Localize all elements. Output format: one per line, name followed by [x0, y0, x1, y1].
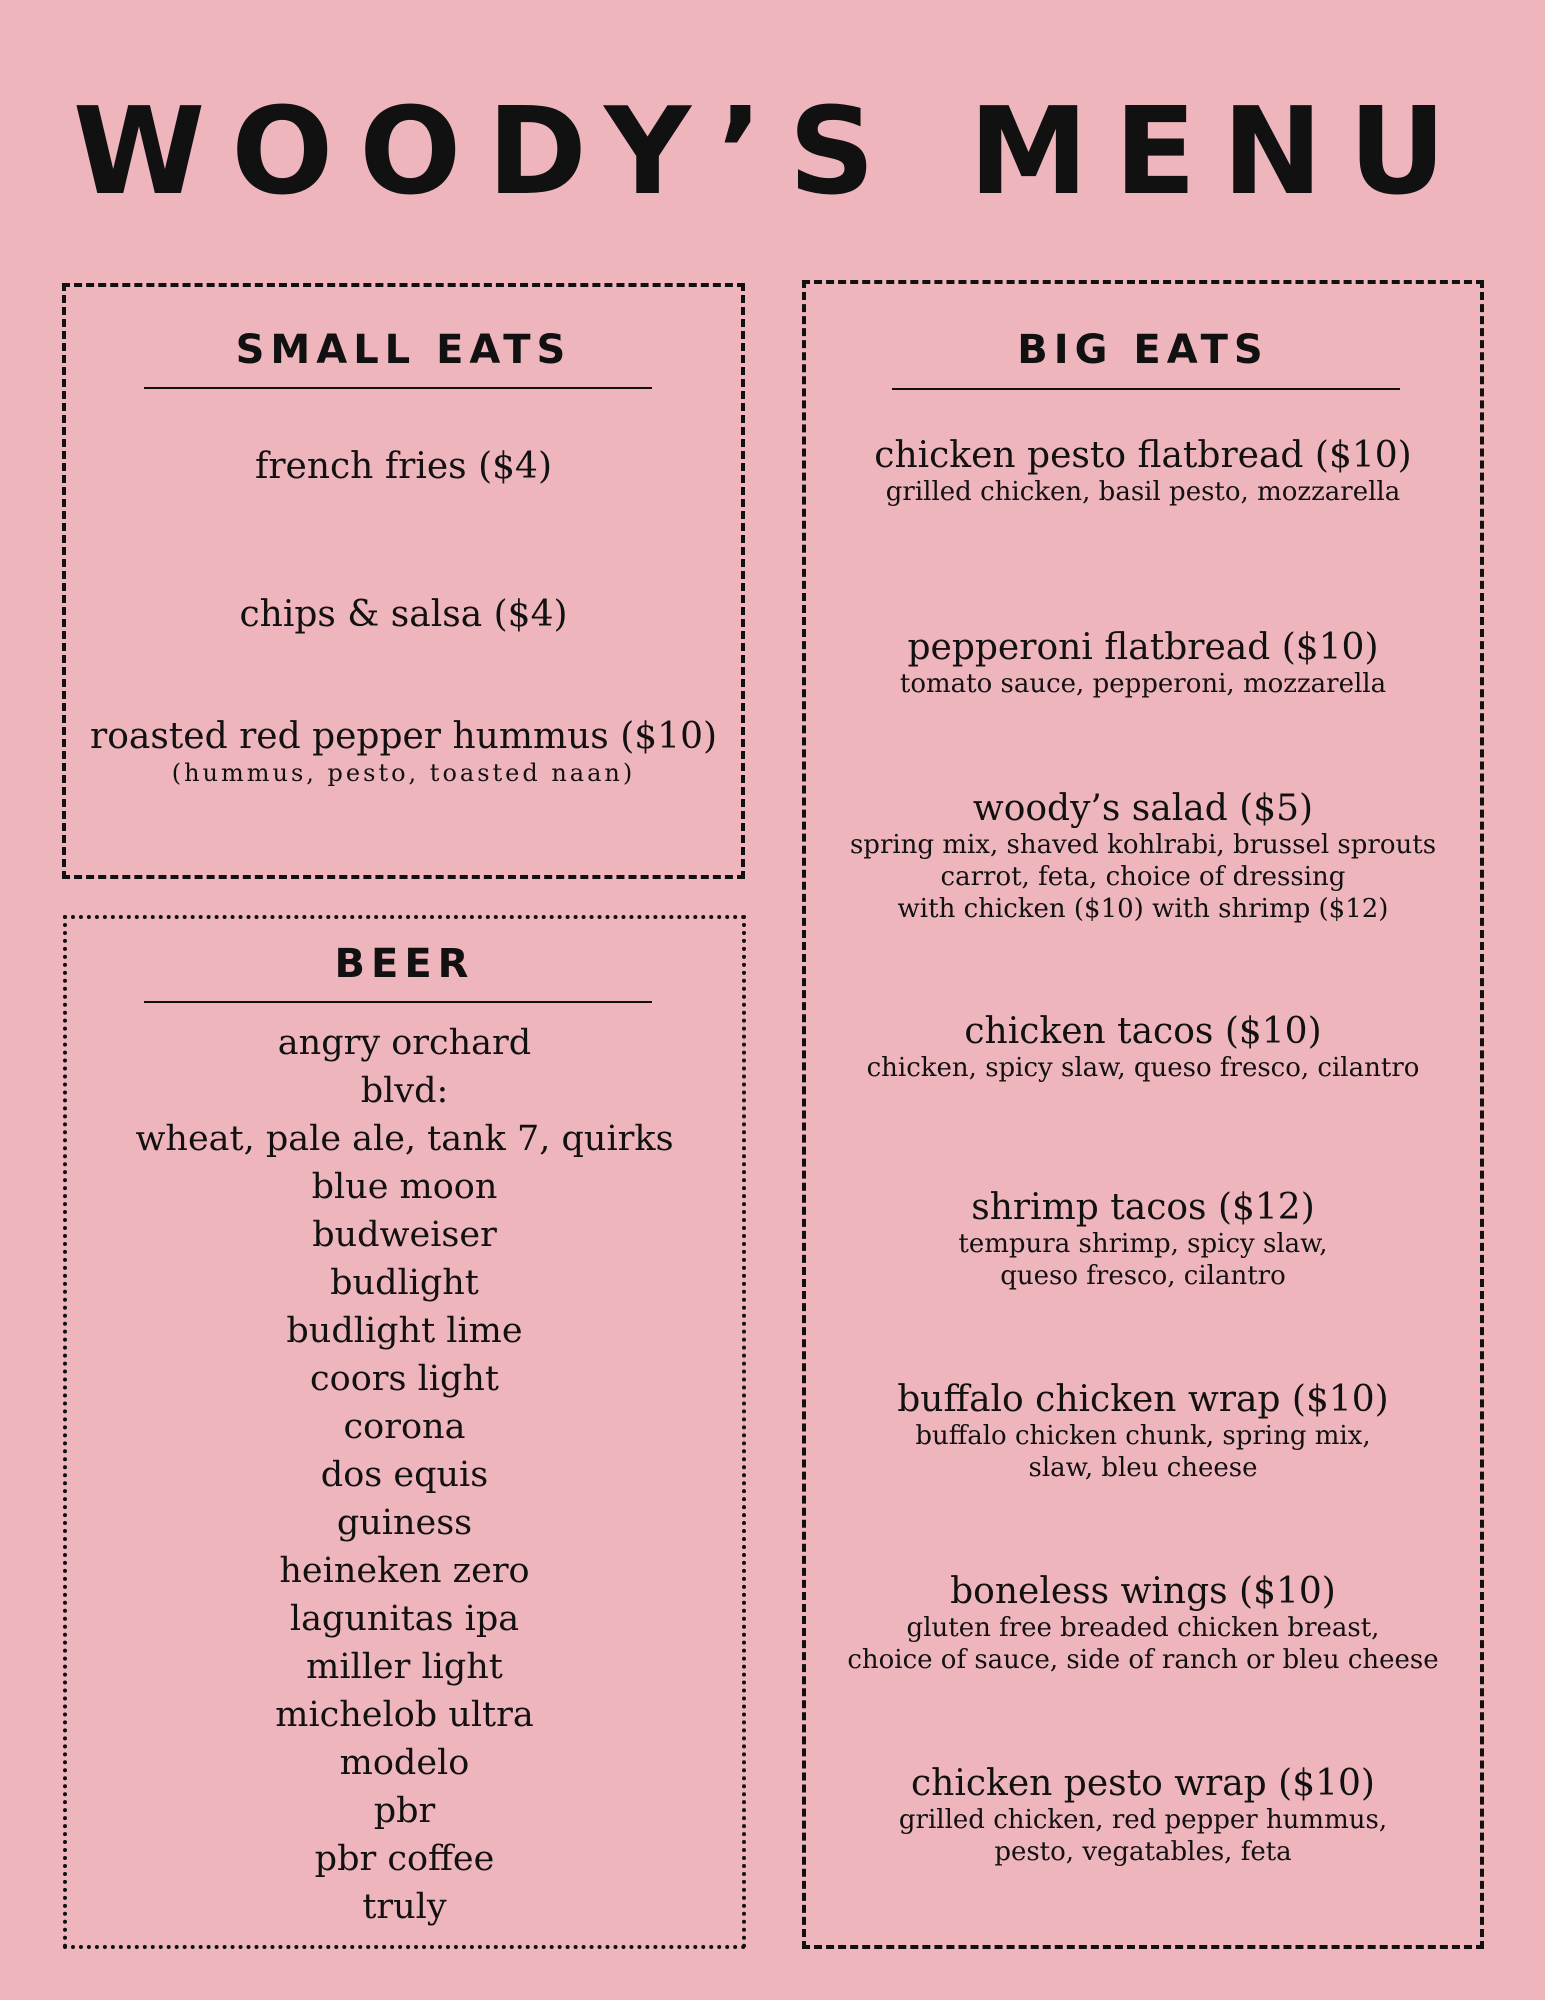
item-description: buffalo chicken chunk, spring mix, [915, 1421, 1371, 1451]
big-eats-heading: BIG EATS [1017, 327, 1269, 373]
beer-item: dos equis [320, 1455, 489, 1495]
item-name: pepperoni flatbread ($10) [907, 627, 1379, 668]
menu-item [806, 1380, 1480, 1484]
beer-item: corona [343, 1407, 466, 1447]
beer-item: coors light [310, 1359, 499, 1399]
beer-item: pbr coffee [314, 1839, 495, 1879]
beer-item: miller light [306, 1647, 503, 1687]
menu-item [806, 1188, 1480, 1292]
beer-item: blvd: [360, 1071, 449, 1111]
beer-item: angry orchard [277, 1023, 532, 1063]
big-eats-heading-rule [892, 388, 1400, 390]
item-description: choice of sauce, side of ranch or bleu cheese [847, 1645, 1439, 1675]
menu-item [806, 628, 1480, 700]
item-description: pesto, vegatables, feta [994, 1837, 1292, 1867]
beer-item: blue moon [311, 1167, 498, 1207]
item-name: chicken pesto flatbread ($10) [874, 435, 1412, 476]
beer-list [67, 1019, 742, 1931]
beer-item: modelo [339, 1743, 470, 1783]
item-name: roasted red pepper hummus ($10) [89, 716, 718, 757]
item-name: boneless wings ($10) [950, 1571, 1336, 1612]
item-description: queso fresco, cilantro [1000, 1261, 1286, 1291]
menu-title: WOODY’S MENU [72, 83, 1473, 222]
big-eats-section [802, 280, 1484, 1949]
item-description: with chicken ($10) with shrimp ($12) [897, 894, 1389, 924]
item-name: chicken tacos ($10) [964, 1011, 1322, 1052]
beer-item: lagunitas ipa [289, 1599, 520, 1639]
item-name: buffalo chicken wrap ($10) [897, 1379, 1389, 1420]
beer-item: michelob ultra [275, 1695, 534, 1735]
menu-item [806, 436, 1480, 508]
menu-item [66, 595, 741, 635]
small-eats-heading: SMALL EATS [235, 327, 572, 373]
item-description: slaw, bleu cheese [1028, 1453, 1258, 1483]
item-name: shrimp tacos ($12) [971, 1187, 1315, 1228]
item-name: woody’s salad ($5) [972, 788, 1314, 829]
beer-item: budweiser [312, 1215, 497, 1255]
menu-item [66, 447, 741, 487]
item-description: grilled chicken, basil pesto, mozzarella [885, 477, 1401, 507]
menu-item [806, 789, 1480, 925]
beer-item: heineken zero [279, 1551, 530, 1591]
item-description: spring mix, shaved kohlrabi, brussel sprouts [849, 830, 1437, 860]
item-description: (hummus, pesto, toasted naan) [171, 759, 636, 787]
small-eats-heading-rule [144, 387, 652, 389]
beer-heading-rule [144, 1001, 652, 1003]
beer-item: budlight [330, 1263, 479, 1303]
item-description: tomato sauce, pepperoni, mozzarella [899, 669, 1387, 699]
beer-item: wheat, pale ale, tank 7, quirks [135, 1119, 674, 1159]
beer-item: truly [362, 1887, 447, 1927]
beer-item: budlight lime [286, 1311, 523, 1351]
menu-item [806, 1012, 1480, 1084]
item-description: gluten free breaded chicken breast, [906, 1613, 1380, 1643]
beer-item: pbr [373, 1791, 436, 1831]
item-description: tempura shrimp, spicy slaw, [958, 1229, 1328, 1259]
item-name: chicken pesto wrap ($10) [911, 1763, 1375, 1804]
beer-section [63, 915, 746, 1949]
item-description: chicken, spicy slaw, queso fresco, cilantro [866, 1053, 1420, 1083]
beer-heading: BEER [334, 941, 475, 987]
menu-item [806, 1572, 1480, 1676]
small-eats-section [62, 283, 745, 879]
menu-item [66, 717, 741, 789]
menu-item [806, 1764, 1480, 1868]
item-name: french fries ($4) [255, 446, 552, 487]
beer-item: guiness [336, 1503, 473, 1543]
item-description: grilled chicken, red pepper hummus, [898, 1805, 1388, 1835]
item-description: carrot, feta, choice of dressing [940, 862, 1346, 892]
item-name: chips & salsa ($4) [239, 594, 568, 635]
